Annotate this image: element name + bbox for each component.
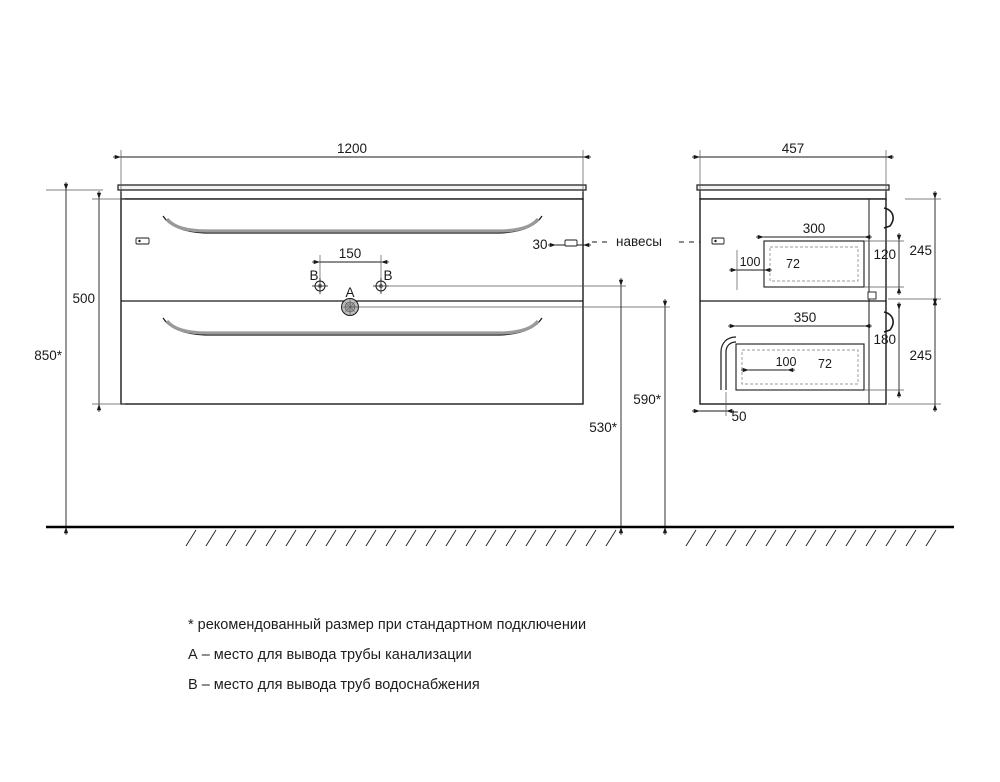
floor-group (46, 527, 954, 546)
dim-457: 457 (781, 141, 805, 156)
hanger-label: навесы (616, 234, 662, 249)
side-countertop-edge (697, 185, 889, 190)
front-view-group (34, 141, 704, 527)
floor-hatching-left (186, 530, 616, 546)
floor-hatching-right (686, 530, 936, 546)
dim-590: 590* (633, 392, 661, 407)
front-left-hanger-mark (136, 238, 149, 244)
side-left-hanger-mark (712, 238, 724, 244)
dim-height-850: 850* (34, 348, 62, 363)
side-left-hanger-dot (714, 240, 716, 242)
dim-30: 30 (532, 237, 548, 252)
marker-B-right: B (383, 268, 393, 283)
dim-350: 350 (793, 310, 817, 325)
dim-530: 530* (589, 420, 617, 435)
front-right-hanger-mark (565, 240, 577, 246)
side-lower-drawer (736, 344, 864, 390)
legend-item-1: А – место для вывода трубы канализации (188, 647, 472, 663)
dim-50: 50 (731, 409, 747, 424)
dim-upper-100: 100 (739, 255, 761, 269)
legend-item-0: * рекомендованный размер при стандартном подключении (188, 617, 587, 633)
legend-item-2: В – место для вывода труб водоснабжения (188, 677, 480, 693)
front-countertop-edge (118, 185, 586, 190)
marker-B-left: B (309, 268, 319, 283)
dim-upper-72: 72 (786, 257, 800, 271)
dim-height-500: 500 (72, 291, 95, 306)
marker-A-drain: A (345, 285, 355, 300)
dim-300: 300 (802, 221, 826, 236)
dim-120: 120 (873, 247, 896, 262)
dim-180: 180 (873, 332, 896, 347)
dim-245-lower: 245 (909, 348, 932, 363)
side-upper-drawer (764, 241, 864, 287)
front-left-hanger-dot (138, 240, 140, 242)
dim-lower-72: 72 (818, 357, 832, 371)
side-bracket-mark (868, 292, 876, 299)
dim-150: 150 (338, 246, 362, 261)
dim-lower-100: 100 (775, 355, 797, 369)
dim-width-1200: 1200 (336, 141, 368, 156)
side-view-group (697, 141, 941, 424)
legend-block (188, 610, 748, 700)
dim-245-upper: 245 (909, 243, 932, 258)
